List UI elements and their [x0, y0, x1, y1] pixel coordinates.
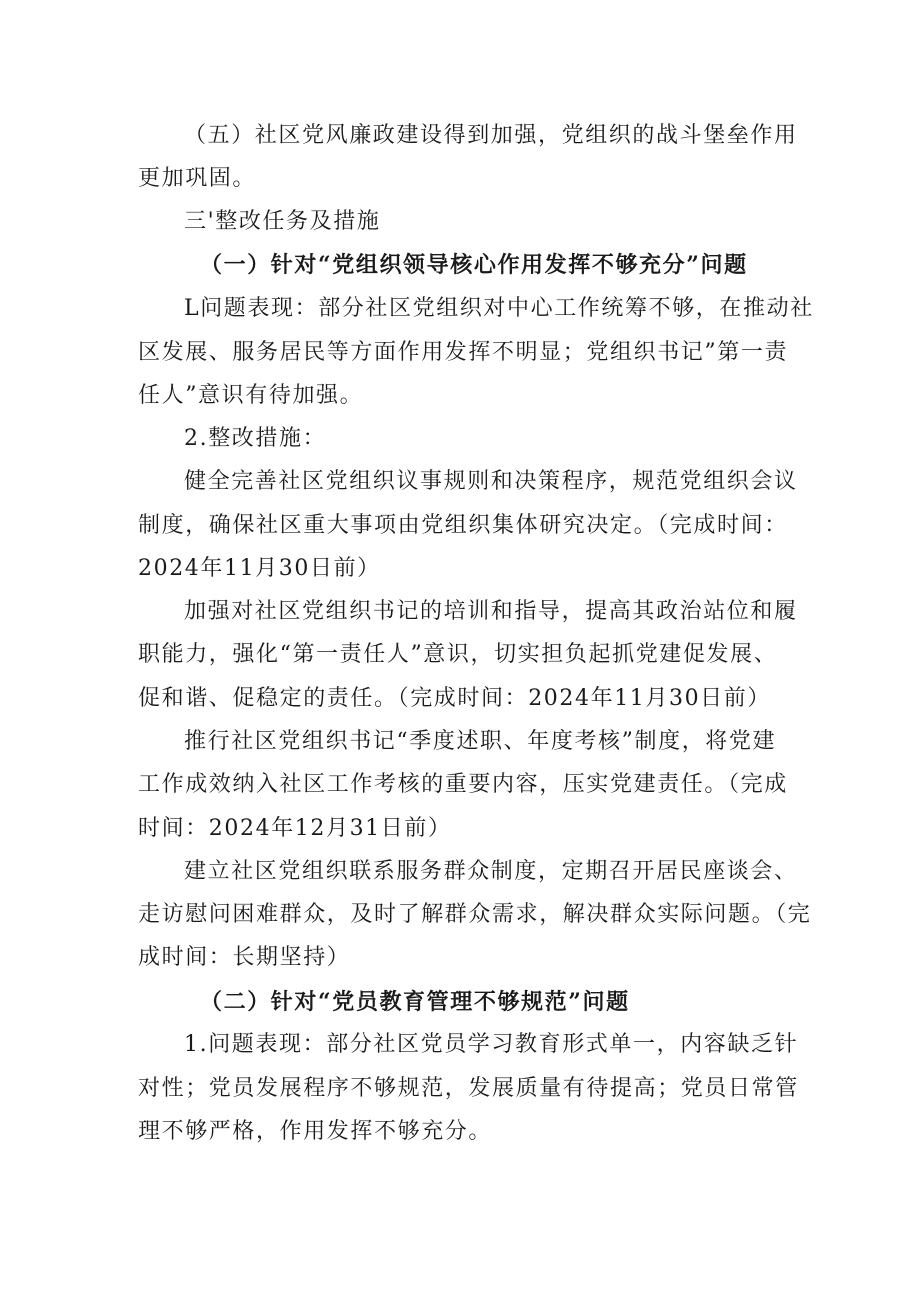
- paragraph-line: （五）社区党风廉政建设得到加强，党组织的战斗堡垒作用: [184, 123, 798, 148]
- paragraph-line: 走访慰问困难群众，及时了解群众需求，解决群众实际问题。（完: [138, 902, 812, 927]
- paragraph-line: 推行社区党组织书记“季度述职、年度考核”制度，将党建: [184, 729, 777, 754]
- paragraph-line: 区发展、服务居民等方面作用发挥不明显；党组织书记”第一责: [138, 340, 789, 365]
- paragraph-line: 加强对社区党组织书记的培训和指导，提高其政治站位和履: [184, 599, 798, 624]
- paragraph-line: 健全完善社区党组织议事规则和决策程序，规范党组织会议: [184, 469, 798, 494]
- item-heading: 2.整改措施：: [184, 426, 327, 451]
- paragraph-line: 理不够严格，作用发挥不够充分。: [138, 1119, 493, 1144]
- paragraph-line: 职能力，强化“第一责任人”意识，切实担负起抓党建促发展、: [138, 642, 778, 667]
- paragraph-line: 2024年11月30日前）: [138, 556, 381, 581]
- paragraph-line: 对性；党员发展程序不够规范，发展质量有待提高；党员日常管: [138, 1076, 799, 1101]
- paragraph-line: 时间：2024年12月31日前）: [138, 816, 452, 841]
- paragraph-line: 任人”意识有待加强。: [138, 383, 364, 408]
- section-heading: 三'整改任务及措施: [184, 209, 381, 234]
- paragraph-line: 制度，确保社区重大事项由党组织集体研究决定。（完成时间：: [138, 513, 788, 538]
- paragraph-line: 成时间：长期坚持）: [138, 945, 351, 970]
- paragraph-line: 工作成效纳入社区工作考核的重要内容，压实党建责任。（完成: [138, 772, 788, 797]
- paragraph-line: 促和谐、促稳定的责任。（完成时间：2024年11月30日前）: [138, 686, 771, 711]
- paragraph-line: 建立社区党组织联系服务群众制度，定期召开居民座谈会、: [184, 859, 798, 884]
- paragraph-line: L问题表现：部分社区党组织对中心工作统筹不够，在推动社: [184, 296, 814, 321]
- paragraph-line: 1.问题表现：部分社区党员学习教育形式单一，内容缺乏针: [184, 1032, 799, 1057]
- paragraph-line: 更加巩固。: [138, 166, 257, 191]
- subsection-heading: （二）针对“党员教育管理不够规范”问题: [200, 989, 630, 1015]
- subsection-heading: （一）针对“党组织领导核心作用发挥不够充分”问题: [200, 252, 748, 278]
